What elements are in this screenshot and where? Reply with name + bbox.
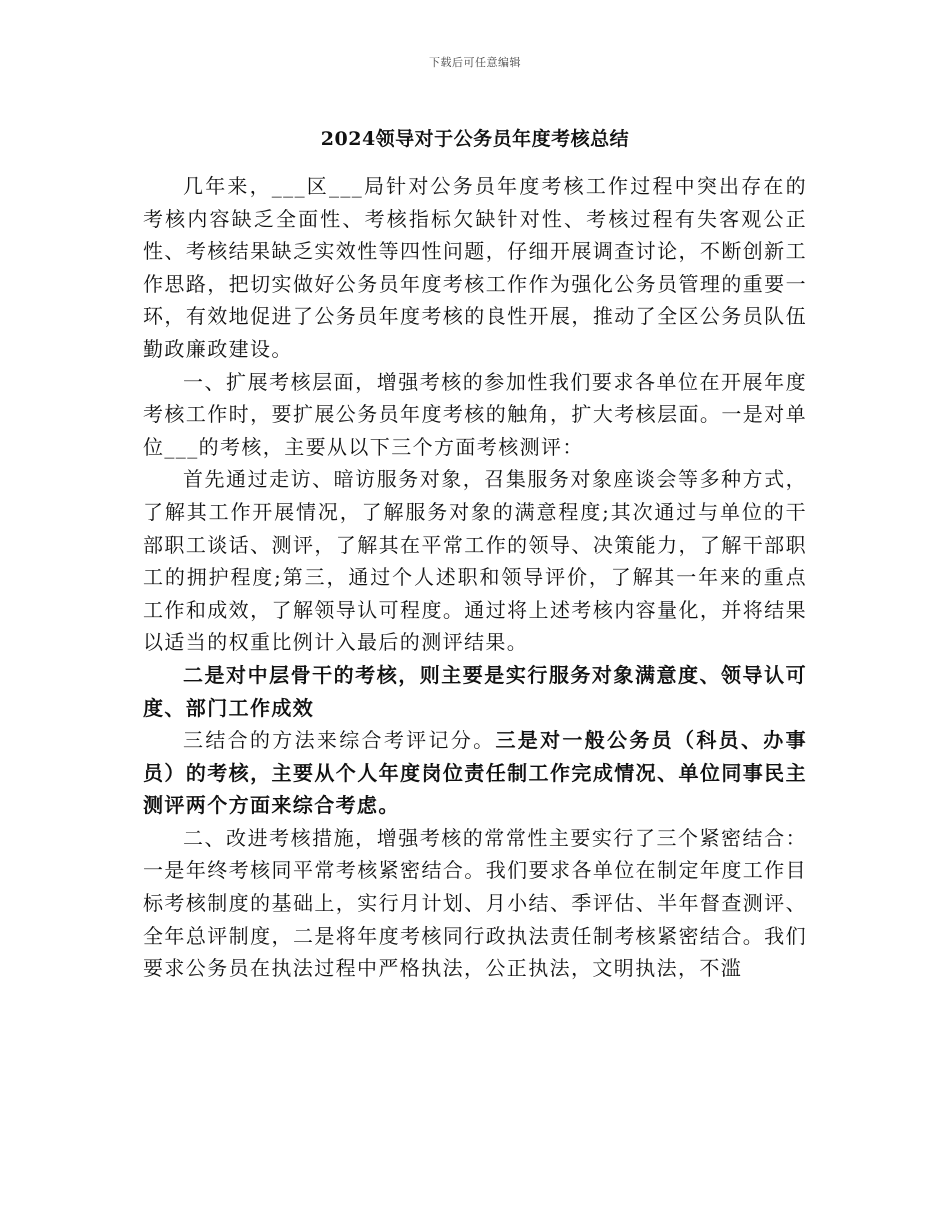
paragraph-general-staff-assessment: 三是对一般公务员（科员、办事员）的考核，主要从个人年度岗位责任制工作完成情况、单位同事民主测评两个方面来综合考虑。 bbox=[143, 728, 807, 818]
paragraph-section-two: 二、改进考核措施，增强考核的常常性主要实行了三个紧密结合：一是年终考核同平常考核紧密结合。我们要求各单位在制定年度工作目标考核制度的基础上，实行月计划、月小结、季评估、半年督查测评、全年总评制度，二是将年度考核同行政执法责任制考核紧密结合。我们要求公务员在执法过程中严格执法，公正执法，文明执法，不滥 bbox=[143, 825, 807, 981]
paragraph-three-combination-normal: 三结合的方法来综合考评记分。 bbox=[183, 728, 496, 753]
paragraph-first-approach: 首先通过走访、暗访服务对象，召集服务对象座谈会等多种方式，了解其工作开展情况，了解服务对象的满意程度;其次通过与单位的干部职工谈话、测评，了解其在平常工作的领导、决策能力，了解干部职工的拥护程度;第三，通过个人述职和领导评价，了解其一年来的重点工作和成效，了解领导认可程度。通过将上述考核内容量化，并将结果以适当的权重比例计入最后的测评结果。 bbox=[143, 467, 807, 655]
paragraph-section-one: 一、扩展考核层面，增强考核的参加性我们要求各单位在开展年度考核工作时，要扩展公务员年度考核的触角，扩大考核层面。一是对单位___的考核，主要从以下三个方面考核测评： bbox=[143, 369, 807, 459]
header-note: 下载后可任意编辑 bbox=[429, 56, 521, 69]
paragraph-intro: 几年来，___区___局针对公务员年度考核工作过程中突出存在的考核内容缺乏全面性、考核指标欠缺针对性、考核过程有失客观公正性、考核结果缺乏实效性等四性问题，仔细开展调查讨论，不断创新工作思路，把切实做好公务员年度考核工作作为强化公务员管理的重要一环，有效地促进了公务员年度考核的良性开展，推动了全区公务员队伍勤政廉政建设。 bbox=[143, 174, 807, 361]
document-body bbox=[143, 170, 807, 985]
paragraph-middle-level-assessment: 二是对中层骨干的考核，则主要是实行服务对象满意度、领导认可度、部门工作成效 bbox=[143, 662, 807, 720]
paragraph-three-combination bbox=[143, 724, 807, 822]
document-title: 2024领导对于公务员年度考核总结 bbox=[320, 128, 630, 150]
